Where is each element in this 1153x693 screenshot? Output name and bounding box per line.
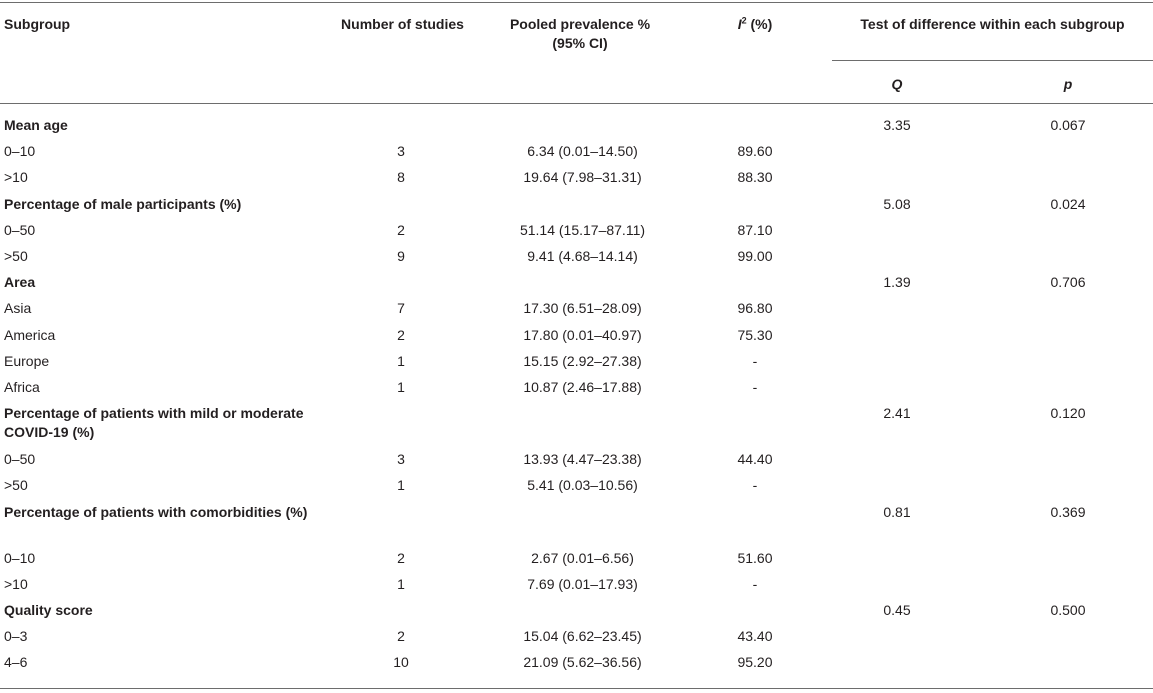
header-p — [1003, 75, 1133, 94]
subgroup-cell: >10 — [4, 575, 28, 592]
header-i2 — [700, 15, 810, 34]
q-value: 0.45 — [883, 602, 911, 618]
table-row — [0, 476, 1153, 502]
group-row — [0, 601, 1153, 627]
pooled-prevalence-cell: 15.04 (6.62–23.45) — [523, 628, 642, 645]
pooled-prevalence-cell: 5.41 (0.03–10.56) — [527, 477, 638, 494]
q-value: 1.39 — [883, 274, 911, 291]
pooled-prevalence-cell: 2.67 (0.01–6.56) — [531, 549, 634, 566]
subgroup-cell: America — [4, 326, 56, 343]
number-of-studies-cell: 8 — [397, 169, 405, 186]
i2-cell: 89.60 — [737, 143, 773, 160]
number-of-studies-cell: 7 — [397, 300, 405, 317]
i2-cell: 43.40 — [737, 628, 773, 645]
subgroup-cell: 4–6 — [4, 654, 28, 671]
table-row — [0, 653, 1153, 679]
number-of-studies-cell: 10 — [393, 654, 409, 671]
table-row — [0, 142, 1153, 168]
group-row — [0, 503, 1153, 529]
number-of-studies-cell: 1 — [397, 575, 405, 592]
header-q — [832, 75, 962, 94]
table-row — [0, 549, 1153, 575]
group-label: Quality score — [4, 602, 93, 618]
number-of-studies-cell: 2 — [397, 549, 405, 566]
table-row — [0, 378, 1153, 404]
header-i2-sup: 2 — [741, 15, 747, 26]
q-value: 3.35 — [883, 117, 911, 133]
header-p-text: p — [1063, 76, 1073, 92]
pooled-prevalence-cell: 9.41 (4.68–14.14) — [527, 248, 638, 264]
header-subgroup: Subgroup — [4, 16, 71, 32]
pooled-prevalence-cell: 13.93 (4.47–23.38) — [523, 451, 642, 468]
i2-cell: 99.00 — [737, 248, 773, 264]
pooled-prevalence-cell: 10.87 (2.46–17.88) — [523, 379, 642, 395]
p-value: 0.369 — [1050, 503, 1086, 520]
i2-cell: 75.30 — [737, 326, 773, 343]
table-row — [0, 450, 1153, 476]
group-label: Percentage of male participants (%) — [4, 195, 242, 212]
number-of-studies-cell: 1 — [397, 379, 405, 395]
table-row — [0, 575, 1153, 601]
top-rule — [0, 2, 1153, 3]
i2-cell: 87.10 — [737, 221, 773, 238]
number-of-studies-cell: 3 — [397, 143, 405, 160]
group-row — [0, 273, 1153, 299]
subgroup-cell: Asia — [4, 300, 32, 317]
q-value: 2.41 — [883, 405, 911, 422]
i2-cell: 96.80 — [737, 300, 773, 317]
i2-cell: 88.30 — [737, 169, 773, 186]
i2-cell: - — [752, 477, 758, 494]
table-row — [0, 627, 1153, 653]
i2-cell: 44.40 — [737, 451, 773, 468]
p-value: 0.500 — [1050, 602, 1086, 618]
group-row — [0, 404, 1153, 441]
number-of-studies-cell: 1 — [397, 352, 405, 369]
subgroup-cell: 0–50 — [4, 221, 36, 238]
p-value: 0.067 — [1050, 117, 1086, 133]
subgroup-cell: Europe — [4, 352, 50, 369]
pooled-prevalence-cell: 6.34 (0.01–14.50) — [527, 143, 638, 160]
table-row — [0, 326, 1153, 352]
number-of-studies-cell: 2 — [397, 221, 405, 238]
pooled-prevalence-cell: 19.64 (7.98–31.31) — [523, 169, 642, 186]
p-value: 0.024 — [1050, 195, 1086, 212]
subgroup-cell: 0–50 — [4, 451, 36, 468]
table-row — [0, 352, 1153, 378]
pooled-prevalence-cell: 15.15 (2.92–27.38) — [523, 352, 642, 369]
p-value: 0.706 — [1050, 274, 1086, 291]
test-difference-subrule — [832, 60, 1153, 61]
subgroup-cell: >50 — [4, 248, 28, 264]
subgroup-cell: 0–10 — [4, 143, 36, 160]
pooled-prevalence-cell: 51.14 (15.17–87.11) — [519, 221, 646, 238]
subgroup-cell: >10 — [4, 169, 28, 186]
number-of-studies-cell: 2 — [397, 628, 405, 645]
subgroup-cell: >50 — [4, 477, 28, 494]
table-row — [0, 168, 1153, 194]
number-of-studies-cell: 3 — [397, 451, 405, 468]
q-value: 0.81 — [883, 503, 911, 520]
i2-cell: - — [752, 575, 758, 592]
header-q-text: Q — [891, 76, 903, 92]
group-row — [0, 116, 1153, 142]
header-test-difference: Test of difference within each subgroup — [860, 16, 1125, 32]
group-label: Mean age — [4, 117, 68, 133]
group-label: Area — [4, 274, 36, 291]
subgroup-cell: 0–10 — [4, 549, 36, 566]
pooled-prevalence-cell: 21.09 (5.62–36.56) — [523, 654, 642, 671]
group-row — [0, 195, 1153, 221]
header-pooled-line2: (95% CI) — [552, 35, 608, 51]
header-i2-base: I — [737, 16, 742, 32]
q-value: 5.08 — [883, 195, 911, 212]
header-pooled-prevalence — [480, 15, 680, 53]
p-value: 0.120 — [1050, 405, 1086, 422]
header-pooled-line1: Pooled prevalence % — [509, 16, 651, 32]
i2-cell: 51.60 — [737, 549, 773, 566]
bottom-rule — [0, 688, 1153, 689]
table-row — [0, 299, 1153, 325]
header-i2-unit: (%) — [746, 16, 773, 32]
pooled-prevalence-cell: 7.69 (0.01–17.93) — [527, 575, 638, 592]
pooled-prevalence-cell: 17.80 (0.01–40.97) — [523, 326, 642, 343]
number-of-studies-cell: 2 — [397, 326, 405, 343]
group-label: Percentage of patients with comorbidities (%) — [4, 503, 308, 520]
number-of-studies-cell: 1 — [397, 477, 405, 494]
table-row — [0, 247, 1153, 273]
subgroup-cell: 0–3 — [4, 628, 28, 645]
group-label: Percentage of patients with mild or moderate COVID-19 (%) — [4, 405, 304, 441]
i2-cell: - — [752, 379, 758, 395]
i2-cell: - — [752, 352, 758, 369]
table-row — [0, 221, 1153, 247]
pooled-prevalence-cell: 17.30 (6.51–28.09) — [523, 300, 642, 317]
number-of-studies-cell: 9 — [397, 248, 405, 264]
header-number-of-studies: Number of studies — [341, 16, 464, 32]
header-rule — [0, 103, 1153, 104]
i2-cell: 95.20 — [737, 654, 773, 671]
subgroup-cell: Africa — [4, 379, 40, 395]
